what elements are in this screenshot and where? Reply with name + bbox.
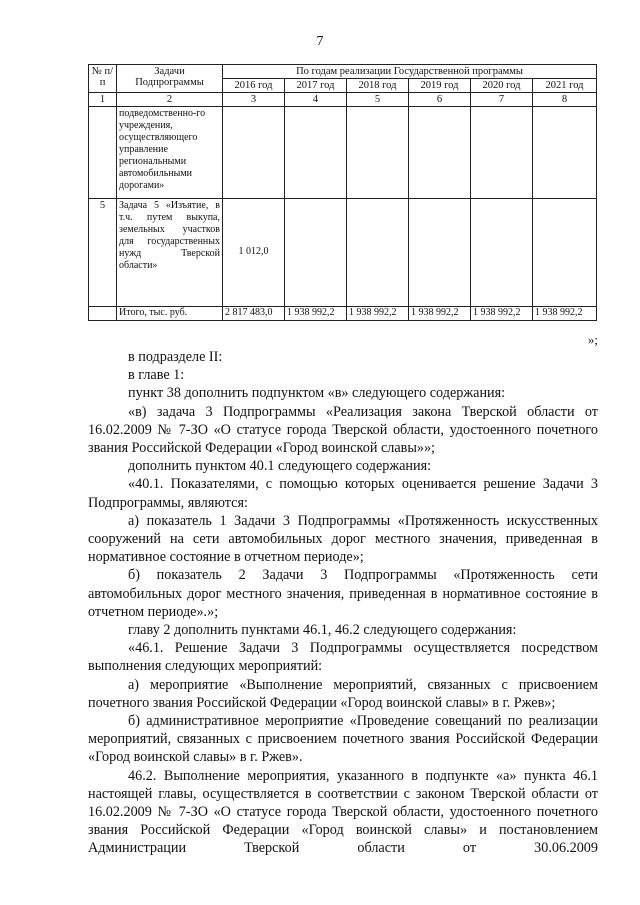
header-years-caption: По годам реализации Государственной программы [223, 65, 597, 79]
row-task: подведомственно-го учреждения, осуществляющего управление региональными автомобильными дорогами» [117, 107, 223, 199]
page-number: 7 [316, 34, 324, 49]
paragraph: «в) задача 3 Подпрограммы «Реализация закона Тверской области от 16.02.2009 № 7-ЗО «О статусе города Тверской области, удостоенного почетного звания Российской Федерации «Город воинской славы»»; [88, 403, 598, 457]
paragraph: главу 2 дополнить пунктами 46.1, 46.2 следующего содержания: [128, 622, 517, 639]
table-total-row [89, 307, 597, 321]
header-year: 2019 год [409, 79, 471, 93]
total-value: 1 938 992,2 [471, 307, 533, 321]
row-value [285, 199, 347, 307]
total-num [89, 307, 117, 321]
row-value [409, 199, 471, 307]
program-table [88, 64, 597, 321]
row-value [347, 107, 409, 199]
total-value: 1 938 992,2 [347, 307, 409, 321]
table-closing-quote: »; [587, 332, 598, 347]
row-value [471, 199, 533, 307]
header-num: № п/п [89, 65, 117, 93]
column-number: 2 [117, 93, 223, 107]
total-value: 1 938 992,2 [285, 307, 347, 321]
paragraph: а) показатель 1 Задачи 3 Подпрограммы «Протяженность искусственных сооружений на сети автомобильных дорог местного значения, приведенная в нормативное состояние в отчетном периоде»; [88, 512, 598, 566]
paragraph: дополнить пунктом 40.1 следующего содержания: [128, 458, 432, 475]
row-value: 1 012,0 [223, 199, 285, 307]
header-task [117, 65, 223, 93]
table-row [89, 199, 597, 307]
header-year: 2020 год [471, 79, 533, 93]
header-task-line2: Подпрограммы [135, 77, 204, 89]
paragraph: б) показатель 2 Задачи 3 Подпрограммы «Протяженность сети автомобильных дорог местного значения, приведенная в нормативное состояние в отчетном периоде».»; [88, 567, 598, 620]
total-value: 2 817 483,0 [223, 307, 285, 321]
row-value [285, 107, 347, 199]
row-num [89, 107, 117, 199]
paragraph: в главе 1: [128, 367, 185, 384]
column-number-row [89, 93, 597, 107]
table-row [89, 107, 597, 199]
paragraph: «40.1. Показателями, с помощью которых оценивается решение Задачи 3 Подпрограммы, являются: [88, 476, 598, 511]
total-value: 1 938 992,2 [533, 307, 597, 321]
column-number: 1 [89, 93, 117, 107]
row-value [471, 107, 533, 199]
header-year: 2021 год [533, 79, 597, 93]
row-value [223, 107, 285, 199]
paragraph: б) административное мероприятие «Проведение совещаний по реализации мероприятий, связанных с присвоением почетного звания Российской Федерации «Город воинской славы» в г. Ржев». [88, 713, 598, 766]
paragraph: в подразделе II: [128, 349, 223, 365]
document-body [88, 348, 598, 858]
paragraph: «46.1. Решение Задачи 3 Подпрограммы осуществляется посредством выполнения следующих мероприятий: [88, 640, 598, 675]
header-year: 2018 год [347, 79, 409, 93]
row-value [347, 199, 409, 307]
row-value [409, 107, 471, 199]
row-value [533, 107, 597, 199]
column-number: 8 [533, 93, 597, 107]
column-number: 3 [223, 93, 285, 107]
row-num: 5 [89, 199, 117, 307]
total-value: 1 938 992,2 [409, 307, 471, 321]
column-number: 7 [471, 93, 533, 107]
table-header-row [89, 65, 597, 79]
header-year: 2017 год [285, 79, 347, 93]
column-number: 4 [285, 93, 347, 107]
paragraph: а) мероприятие «Выполнение мероприятий, связанных с присвоением почетного звания Российской Федерации «Город воинской славы» в г. Ржев»; [88, 676, 598, 711]
column-number: 5 [347, 93, 409, 107]
column-number: 6 [409, 93, 471, 107]
header-year: 2016 год [223, 79, 285, 93]
row-value [533, 199, 597, 307]
header-task-line1: Задачи [154, 66, 185, 77]
row-task: Задача 5 «Изъятие, в т.ч. путем выкупа, земельных участков для государственных нужд Тверской области» [117, 199, 223, 307]
paragraph: 46.2. Выполнение мероприятия, указанного в подпункте «а» пункта 46.1 настоящей главы, осуществляется в соответствии с законом Тверской области от 16.02.2009 № 7-ЗО «О статусе города Тверской области, удостоенного почетного звания Российской Федерации «Город воинской славы» и постановлением Администрации Тверской области от 30.06.2009 [88, 767, 598, 857]
total-label: Итого, тыс. руб. [117, 307, 223, 321]
paragraph: пункт 38 дополнить подпунктом «в» следующего содержания: [128, 385, 506, 402]
